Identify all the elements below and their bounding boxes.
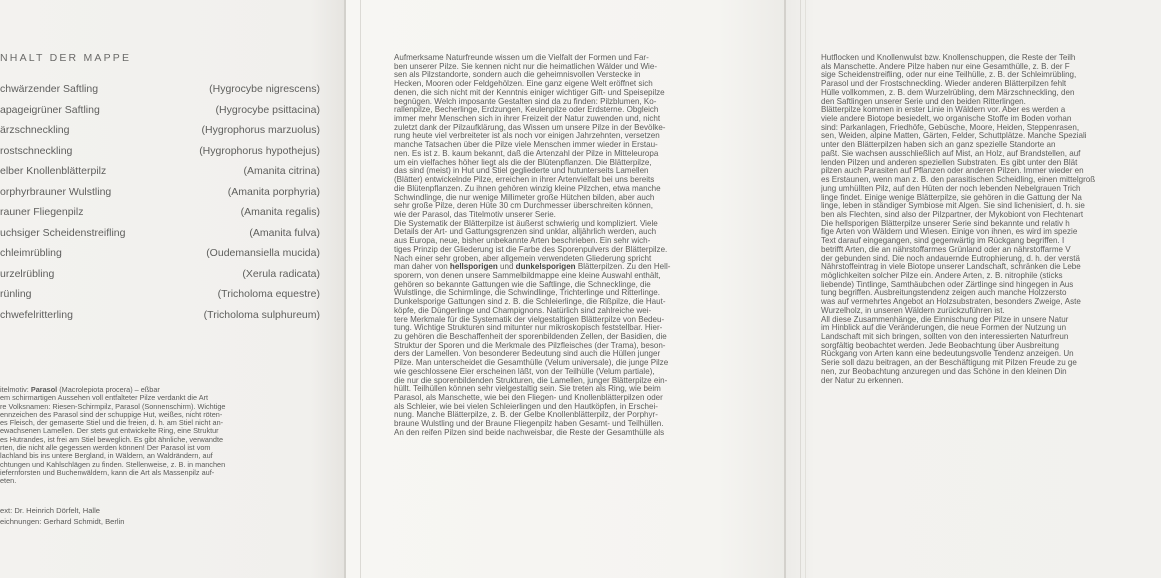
cover-motif-notes: [0, 386, 300, 486]
text-line: Struktur der Sporen und die Merkmale des Pilzfleisches (der Trama), beson-: [394, 341, 666, 350]
text-line: rung heute viel verbreiteter ist als noch vor einigen Jahrzehnten, versetzen: [394, 132, 660, 141]
species-list: [0, 80, 320, 326]
text-line: fige Arten von Wäldern und Wiesen. Einige von ihnen, es wird im spezie: [821, 228, 1078, 237]
text-line: Blätterpilze kommen in erster Linie in Wäldern vor. Aber es werden a: [821, 106, 1066, 115]
text-line: pilzen auch Parasiten auf Pflanzen oder anderen Pilzen. Immer wieder en: [821, 167, 1084, 176]
text-line: An den reifen Pilzen sind beide nachweisbar, die Reste der Gesamthülle als: [394, 428, 665, 437]
text-line: ben unserer Pilze. Sie kennen nicht nur die heimatlichen Wälder und Wie-: [394, 62, 658, 71]
emphasis-term: hellsporigen: [449, 263, 498, 272]
text-line: der gebunden sind. Die noch andauernde Eutrophierung, d. h. der verstä: [821, 254, 1081, 263]
species-common-name: chleimrübling: [0, 247, 62, 259]
text-line: liebende) Tintlinge, Samthäubchen oder Zärtlinge sind hingegen in Aus: [821, 280, 1074, 289]
text-line: nung. Manche Blätterpilze, z. B. der Gelbe Knollenblätterpilz, der Porphyr-: [394, 411, 658, 420]
text-line: zu gehören die Beschaffenheit der sporenbildenden Zellen, der Basidien, die: [394, 333, 667, 341]
text-line: sind: Parkanlagen, Friedhöfe, Gebüsche, Moore, Heiden, Steppenrasen,: [821, 123, 1080, 132]
species-entry: [0, 142, 320, 163]
text-line: sorgfältig beobachtet werden. Jede Beobachtung über Ausbreitung: [821, 341, 1059, 350]
note-line: eten.: [0, 477, 17, 486]
species-latin-name: (Hygrocybe nigrescens): [209, 83, 320, 95]
species-common-name: rauner Fliegenpilz: [0, 206, 84, 218]
species-latin-name: (Hygrophorus marzuolus): [201, 124, 320, 136]
text-line: als Manschette. Andere Pilze haben nur eine Gesamthülle, z. B. der F: [821, 62, 1070, 71]
text-line: wie der Parasol, das Titelmotiv unserer Serie.: [394, 210, 556, 219]
text-line: tiges Prinzip der Gliederung ist die Farbe des Sporenpulvers der Blätterpilze.: [394, 245, 668, 254]
species-latin-name: (Amanita fulva): [249, 226, 320, 239]
species-common-name: chwefelritterling: [0, 308, 73, 321]
page-edge: [360, 0, 361, 578]
text-line: betrifft Arten, die an nährstoffarmes Grünland oder an nährstoffarme V: [821, 245, 1071, 254]
text-line: sehr große Pilze, deren Hüte 30 cm Durchmesser überschreiten können,: [394, 202, 653, 211]
note-line: es Fleisch, der gemaserte Stiel und die freien, d. h. am Stiel nicht an-: [0, 419, 224, 428]
species-latin-name: (Tricholoma equestre): [217, 288, 320, 300]
species-entry: [0, 265, 320, 286]
species-latin-name: (Amanita regalis): [240, 206, 320, 218]
species-latin-name: (Xerula radicata): [242, 267, 320, 280]
species-common-name: rünling: [0, 288, 32, 300]
page-edge: [805, 0, 806, 578]
note-line: lachland bis ins untere Bergland, in Wäldern, an Waldrändern, auf: [0, 452, 213, 461]
species-latin-name: (Amanita porphyria): [227, 185, 320, 198]
note-line: em schirmartigen Aussehen voll entfalteter Pilze verdankt die Art: [0, 394, 209, 403]
species-entry: [0, 101, 320, 122]
text-line: wie geschlossene Eier erscheinen läßt, von der Teilhülle (Velum partiale),: [394, 367, 655, 376]
species-latin-name: (Hygrophorus hypothejus): [199, 144, 320, 157]
text-line: Dunkelsporige Gattungen sind z. B. die Schleierlinge, die Rißpilze, die Haut-: [394, 298, 666, 307]
emphasis-term: dunkelsporigen: [515, 263, 576, 272]
species-entry: [0, 162, 320, 183]
species-common-name: rostschneckling: [0, 144, 73, 157]
text-line: Die hellsporigen Blätterpilze unserer Serie sind bekannte und relativ h: [821, 219, 1070, 228]
text-line: zuletzt dank der Pilzaufklärung, das Wissen um unsere Pilze in der Bevölke-: [394, 123, 666, 132]
text-line: aus Europa, neue, bisher unbekannte Arten beschrieben. Ein sehr wich-: [394, 237, 651, 246]
contents-title: NHALT DER MAPPE: [0, 52, 132, 64]
text-line: Wurzelholz, in unseren Wäldern zurückzuführen ist.: [821, 306, 1005, 315]
text-line: im Hinblick auf die Veränderungen, die neue Formen der Nutzung un: [821, 324, 1067, 333]
text-line: Hutflocken und Knollenwulst bzw. Knollenschuppen, die Reste der Teilh: [821, 54, 1076, 62]
text-line: Text darauf eingegangen, sind gegenwärtig im Rückgang begriffen. I: [821, 237, 1065, 246]
species-latin-name: (Tricholoma sulphureum): [203, 308, 320, 321]
text-line: den Saftlingen unserer Serie und den beiden Ritterlingen.: [821, 97, 1026, 106]
species-common-name: urzelrübling: [0, 267, 55, 280]
text-line: begnügen. Welch imposante Gestalten sind da zu finden: Pilzblumen, Ko-: [394, 97, 657, 106]
species-entry: [0, 80, 320, 101]
species-common-name: elber Knollenblätterpilz: [0, 165, 107, 177]
species-entry: [0, 244, 320, 265]
species-entry: [0, 121, 320, 142]
text-line: Nährstoffeintrag in viele Biotope unserer Landschaft, schränken die Lebe: [821, 263, 1081, 272]
text-line: Hecken, Mooren oder Feldgehölzen. Eine ganz eigene Welt eröffnet sich: [394, 80, 653, 89]
text-line: Wulstlinge, die Schirmlinge, die Schwindlinge, Trichterlinge und Ritterlinge.: [394, 289, 660, 298]
species-entry: [0, 285, 320, 306]
text-line: linge findet. Einige wenige Blätterpilze, sie gehören in die Gattung der Na: [821, 193, 1082, 202]
note-line: ennzeichen des Parasol sind der schuppige Hut, weißes, nicht röten-: [0, 410, 223, 419]
note-line: itelmotiv: Parasol (Macrolepiota procera) – eßbar: [0, 386, 160, 394]
intro-text-column: [394, 54, 756, 438]
text-line: sen als Pilzstandorte, sondern auch die geheimnisvollen Verstecke in: [394, 71, 641, 80]
text-line: All diese Zusammenhänge, die Einnischung der Pilze in unsere Natur: [821, 315, 1069, 324]
text-line: jung umhüllten Pilz, auf den Hüten der noch lebenden Nebelgrauen Trich: [821, 184, 1081, 193]
note-line: chtungen und Kahlschlägen zu finden. Stellenweise, z. B. in manchen: [0, 460, 226, 469]
text-line: sige Scheidenstreifling, oder nur eine Teilhülle, z. B. der Schleimrübling,: [821, 71, 1077, 80]
text-line: Die Systematik der Blätterpilze ist äußerst schwierig und kompliziert. Viele: [394, 219, 658, 228]
text-line: Schwindlinge, die nur wenige Millimeter große Hütchen bilden, aber auch: [394, 193, 655, 202]
text-line: nen. Es ist z. B. kaum bekannt, daß die Artenzahl der Pilze in Mitteleuropa: [394, 149, 659, 158]
text-line: gehören so bekannte Gattungen wie die Saftlinge, die Schnecklinge, die: [394, 280, 651, 289]
text-line: als Schleier, wie bei vielen Schleierlingen und den Hautköpfen, in Erschei-: [394, 402, 658, 411]
species-entry: [0, 306, 320, 327]
text-line: nen, zur Beobachtung anzuregen und das Schöne in den kleinen Din: [821, 367, 1067, 376]
text-line: hüllt. Teilhüllen können sehr vielgestaltig sein. Sie treten als Ring, wie beim: [394, 385, 661, 394]
text-line: paßt. Sie wachsen ausschließlich auf Mist, an Holz, auf Brandstellen, auf: [821, 149, 1081, 158]
species-latin-name: (Oudemansiella mucida): [206, 247, 320, 259]
text-line: möglichkeiten solcher Pilze ein. Andere Arten, z. B. nitrophile (sticks: [821, 271, 1063, 280]
text-line: Details der Art- und Gattungsgrenzen sind unklar, alljährlich werden, auch: [394, 228, 657, 237]
credits: [0, 505, 125, 527]
note-line: iefernforsten und Buchenwäldern, kann die Art als Massenpilz auf-: [0, 468, 215, 477]
text-line: um ein vielfaches höher liegt als die der Blütenpflanzen. Die Blätterpilze,: [394, 158, 652, 167]
left-panel: [0, 0, 345, 578]
continuation-text-column: [821, 54, 1161, 385]
text-line: man daher von hellsporigen und dunkelsporigen Blätterpilzen. Zu den Hell-: [394, 263, 671, 272]
text-line: das sind (meist) in Hut und Stiel gegliederte und hutunterseits Lamellen: [394, 167, 649, 176]
text-line: sen, Weiden, alpine Matten, Gärten, Felder, Schuttplätze. Manche Speziali: [821, 132, 1087, 141]
species-common-name: apageigrüner Saftling: [0, 103, 100, 116]
species-entry: [0, 224, 320, 245]
text-line: Nach einer sehr groben, aber allgemein verwendeten Gliederung spricht: [394, 254, 652, 263]
text-line: viele andere Biotope besiedelt, wo organische Stoffe im Boden vorhan: [821, 115, 1072, 124]
species-latin-name: (Amanita citrina): [243, 165, 320, 177]
species-latin-name: (Hygrocybe psittacina): [215, 103, 320, 116]
text-line: Parasol, als Manschette, wie bei den Fliegen- und Knollenblätterpilzen oder: [394, 394, 663, 403]
species-common-name: orphyrbrauner Wulstling: [0, 185, 112, 198]
text-line: es Erstaunen, wenn man z. B. den parasitischen Scheidling, einen mittelgroß: [821, 176, 1096, 185]
page-edge: [800, 0, 801, 578]
text-line: rallenpilze, Becherlinge, Erdzungen, Keulenpilze oder Erdsterne. Obgleich: [394, 106, 659, 115]
note-line: rten, die nicht alle gegessen werden können! Der Parasol ist vom: [0, 444, 211, 453]
species-entry: [0, 203, 320, 224]
text-line: Aufmerksame Naturfreunde wissen um die Vielfalt der Formen und Far-: [394, 54, 649, 62]
motif-name: Parasol: [30, 386, 58, 394]
text-line: tung begriffen. Ausbreitungstendenz zeigen auch manche Holzzersto: [821, 289, 1067, 298]
text-line: die nur die sporenbildenden Strukturen, die Lamellen, junger Blätterpilze ein-: [394, 376, 668, 385]
text-line: Parasol und der Frostschneckling. Wieder anderen Blätterpilzen fehlt: [821, 80, 1067, 89]
text-line: Hülle vollkommen, z. B. dem Wurzelrübling, dem Märzschneckling, den: [821, 88, 1075, 97]
text-line: Pilze. Man unterscheidet die Gesamthülle (Velum universale), die junge Pilze: [394, 359, 669, 368]
note-line: es Hutrandes, ist frei am Stiel beweglich. Es gibt ähnliche, verwandte: [0, 435, 224, 444]
text-line: Landschaft mit sich bringen, sollten von den interessierten Naturfreun: [821, 333, 1069, 341]
text-line: linge, leben in ständiger Symbiose mit Algen. Sie sind lichenisiert, d. h. sie: [821, 202, 1085, 211]
text-line: braune Wulstling und der Braune Fliegenpilz haben Gesamt- und Teilhüllen.: [394, 420, 664, 429]
text-line: ben als Flechten, sind also der Pilzpartner, der Mykobiont von Flechtenart: [821, 210, 1084, 219]
text-line: denen, die sich nicht mit der Kenntnis einiger wichtiger Gift- und Speisepilze: [394, 88, 665, 97]
text-line: unter den Blätterpilzen haben sich an ganz spezielle Standorte an: [821, 141, 1056, 150]
text-line: lenden Pilzen und anderen speziellen Substraten. Es gibt unter den Blät: [821, 158, 1078, 167]
text-line: tung. Wichtige Strukturen sind mitunter nur mikroskopisch feststellbar. Hier-: [394, 324, 663, 333]
species-common-name: uchsiger Scheidenstreifling: [0, 226, 126, 239]
text-line: die Blütenpflanzen. Zu ihnen gehören winzig kleine Pilzchen, etwa manche: [394, 184, 661, 193]
text-line: tere Merkmale für die Systematik der vielgestaltigen Blätterpilze von Bedeu-: [394, 315, 665, 324]
species-common-name: chwärzender Saftling: [0, 83, 99, 95]
note-line: ewachsenen Lamellen. Der stets gut entwickelte Ring, eine Struktur: [0, 427, 219, 436]
text-line: (Blätter) entwickelnde Pilze, erreichen in ihrer Artenvielfalt bei uns bereits: [394, 176, 655, 185]
text-line: Rückgang von Arten kann eine bedeutungsvolle Tendenz anzeigen. Un: [821, 350, 1074, 359]
text-line: was auf vermehrtes Angebot an Holzsubstraten, besonders Zweige, Äste: [821, 298, 1081, 307]
page-fold: [784, 0, 786, 578]
text-line: der Natur zu erkennen.: [821, 376, 904, 385]
text-line: sporern, von denen unsere Sammelbildmappe eine kleine Auswahl enthält,: [394, 271, 661, 280]
credit-line: ext: Dr. Heinrich Dörfelt, Halle: [0, 506, 101, 515]
text-line: immer mehr Menschen sich in ihrer Freizeit der Natur zuwenden und, nicht: [394, 115, 661, 124]
note-line: re Volksnamen: Riesen-Schirmpilz, Parasol (Sonnenschirm). Wichtige: [0, 402, 226, 411]
text-line: köpfe, die Düngerlinge und Champignons. Natürlich sind zahlreiche wei-: [394, 306, 652, 315]
text-line: ders der Lamellen. Von besonderer Bedeutung sind auch die Hüllen junger: [394, 350, 661, 359]
text-line: Serie soll dazu beitragen, an der Beschäftigung mit Pilzen Freude zu ge: [821, 359, 1077, 368]
text-line: manche Tatsachen über die Pilze viele Menschen immer wieder in Erstau-: [394, 141, 658, 150]
credit-line: eichnungen: Gerhard Schmidt, Berlin: [0, 517, 125, 526]
species-common-name: ärzschneckling: [0, 124, 70, 136]
page-fold: [344, 0, 346, 578]
species-entry: [0, 183, 320, 204]
